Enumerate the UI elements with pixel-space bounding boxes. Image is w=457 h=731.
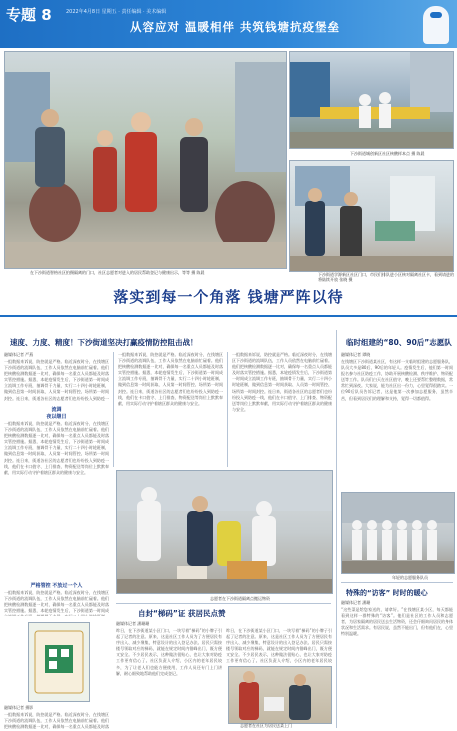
caption-right-top: 下沙街道城创新区社区核酸样本点 摄 陈晨 [350,151,425,156]
photo-residents-verify [289,160,454,272]
left-article-body-2: 一组数据来诉说，防控就是严格。临近深夜时分，在钱塘区下沙街道的流调队伍，工作人员依然在电脑前忙碌着。他们把核酸检测数据逐一比对，确保每一名重点人员都能及时落实管控措施。据悉，本轮疫情发生后，下沙街道第一时间成立流调工作专班，抽调骨干力量，实行二十四小时轮班制，做到信息第一时间获取、人员第一时间管控、场所第一时间封控。连日来，街道各社区的志愿者们也纷纷投入到防疫一线，他们在卡口值守、上门排查、物资配送等岗位上默默奉献，用实际行动守护着辖区群众的健康与安全。 [4,421,109,475]
right-article-byline: 融媒体记者 谭晓 [341,352,371,357]
mascot-icon [423,6,449,44]
middle-article-title: 自封“梯码”证 获居民点赞 [138,609,226,618]
middle-article-col2: 昨日，在下沙街道某小区门口，一块写着“梯码”的小牌子引起了记者的注意。原来，这是社区工作人员为了方便居民有序出入、减少聚集，特意设计的出入登记办法。居民只需按楼号领取对应的梯码，就能在规定时间内错峰出门，既方便又安全。不少居民表示，这种做法很贴心，也让大家对防疫工作更有信心了。社区负责人介绍，小区内的老年居民较 [226,628,332,664]
middle-bottom-caption: 志愿者在社区为居民送菜上门 [240,723,292,728]
right-article-byline-2: 融媒体记者 潘珊 [341,600,371,605]
page-header [0,0,457,48]
main-headline: 落实到每一个角落 钱塘严阵以待 [113,288,344,306]
qr-code-icon [29,623,89,701]
right-article-title: 临时组建的“80、90后”志愿队 [346,338,452,347]
photo-volunteers-supplies [116,470,333,594]
headline-divider [0,315,457,317]
left-photo-caption: 融媒体记者 摄影 [4,705,34,710]
photo-grocery-delivery [228,666,332,724]
volunteers-illustration [117,471,332,593]
caption-right-bottom: 下沙街道学源新区社区门口，市民们排队进小区核对隔离社区卡，看到请进的将陆续开放 张晓 摄 [318,272,454,282]
section-divider [116,603,331,604]
header-slogan: 从容应对 温暖相伴 共筑钱塘抗疫堡垒 [130,20,341,34]
left-article-byline: 融媒体记者 严燕 [4,352,34,357]
date-line: 2022年4月8日 星期五 · 责任编辑 · 美术编辑 [66,9,167,15]
left-article-col2: 一组数据来诉说，防控就是严格。临近深夜时分，在钱塘区下沙街道的流调队伍，工作人员依然在电脑前忙碌着。他们把核酸检测数据逐一比对，确保每一名重点人员都能及时落实管控措施。据悉，本轮疫情发生后，下沙街道第一时间成立流调工作专班，抽调骨干力量，实行二十四小时轮班制，做到信息第一时间获取、人员第一时间管控、场所第一时间封控。连日来，街道各社区的志愿者们也纷纷投入到防疫一线，他们在卡口值守、上门排查、物资配送等岗位上默默奉献，用实际行动守护着辖区群众的健康与安全。 [118,352,223,406]
section-divider [341,582,453,583]
left-subhead-3: 严格管控 不放过一个人 [30,583,83,589]
column-divider [227,352,228,467]
sampling-illustration [290,52,453,148]
right-article-body: 在钱塘区下沙街道某社区，有这样一支临时组建的志愿服务队，队员大多是80后、90后的年轻人。疫情发生后，他们第一时间报名参与社区防疫工作，协助开展核酸检测、秩序维护、物资配送等工作。队员们白天在社区值守，晚上还要帮忙整理数据，常常忙到深夜。大家说，能为社区出一份力，心里觉得很踏实。一位90后队员告诉记者，这是他第一次参加志愿服务，虽然辛苦，但看到居民们的理解和支持，觉得一切都值得。 [341,359,453,401]
photo-health-code [28,622,90,702]
left-subhead-2: 夜以继日 [46,414,67,420]
section-name: 专题 8 [6,6,52,24]
photo-checkpoint-residents [4,51,287,269]
left-article-body-1: 一组数据来诉说，防控就是严格。临近深夜时分，在钱塘区下沙街道的流调队伍，工作人员依然在电脑前忙碌着。他们把核酸检测数据逐一比对，确保每一名重点人员都能及时落实管控措施。据悉，本轮疫情发生后，下沙街道第一时间成立流调工作专班，抽调骨干力量，实行二十四小时轮班制，做到信息第一时间获取、人员第一时间管控、场所第一时间封控。连日来，街道各社区的志愿者们也纷纷投入到防疫一 [4,359,109,401]
left-article-body-4: 一组数据来诉说，防控就是严格。临近深夜时分，在钱塘区下沙街道的流调队伍，工作人员依然在电脑前忙碌着。他们把核酸检测数据逐一比对，确保每一名重点人员都能及时落 [4,712,109,730]
right-article-title-2: 特殊的“访客” 时时的暖心 [346,589,428,597]
right-photo-caption: 年轻的志愿服务队员 [392,575,428,580]
middle-article-col1: 昨日，在下沙街道某小区门口，一块写着“梯码”的小牌子引起了记者的注意。原来，这是社区工作人员为了方便居民有序出入、减少聚集，特意设计的出入登记办法。居民只需按楼号领取对应的梯码，就能在规定时间内错峰出门，既方便又安全。不少居民表示，这种做法很贴心，也让大家对防疫工作更有信心了。社区负责人介绍，小区内的老年居民较多，为了让老人们也能方便使用，工作人员还专门上门讲解，耐心细致地帮助他们完成登记。 [116,628,222,676]
left-article-col3: 一组数据来诉说，防控就是严格。临近深夜时分，在钱塘区下沙街道的流调队伍，工作人员依然在电脑前忙碌着。他们把核酸检测数据逐一比对，确保每一名重点人员都能及时落实管控措施。据悉，本轮疫情发生后，下沙街道第一时间成立流调工作专班，抽调骨干力量，实行二十四小时轮班制，做到信息第一时间获取、人员第一时间管控、场所第一时间封控。连日来，街道各社区的志愿者们也纷纷投入到防疫一线，他们在卡口值守、上门排查、物资配送等岗位上默默奉献，用实际行动守护着辖区群众的健康与安全。 [232,352,332,412]
verify-illustration [290,161,453,271]
photo-young-volunteers [341,492,455,574]
left-subhead-1: 流调 [51,407,62,413]
caption-left: 在下沙街道智格社区拍摄隔离的门口，社区志愿者对进入的居民帮助登记与健康出示，等等 摄 陈晨 [30,270,205,275]
right-article-body-2: “这些菜是给您家送的，请拿好。”在钱塘区某小区，每天都能看到这样一群特殊的“访客”。他们是社区的工作人员和志愿者，为居家隔离的居民送去生活物资，还会仔细询问居民的身体状况和生活需求。有居民说，虽然不能出门，但有他们在，心里特别温暖。 [341,607,453,637]
left-article-body-3: 一组数据来诉说，防控就是严格。临近深夜时分，在钱塘区下沙街道的流调队伍，工作人员依然在电脑前忙碌着。他们把核酸检测数据逐一比对，确保每一名重点人员都能及时落实管控措施。据悉，本轮疫情发生后，下沙街道第一时间成 [4,590,109,614]
photo-sampling-point [289,51,454,149]
delivery-illustration [229,667,331,723]
column-divider [113,352,114,467]
people-illustration [5,52,286,268]
middle-photo-caption: 志愿者在下沙街道隔离点搬运物资 [210,596,270,601]
column-divider [336,330,337,728]
middle-article-byline: 融媒体记者 潘珊珊 [116,621,150,626]
left-article-title: 速度、力度、精度！下沙街道坚决打赢疫情防控阻击战！ [10,338,198,347]
team-illustration [342,493,454,573]
